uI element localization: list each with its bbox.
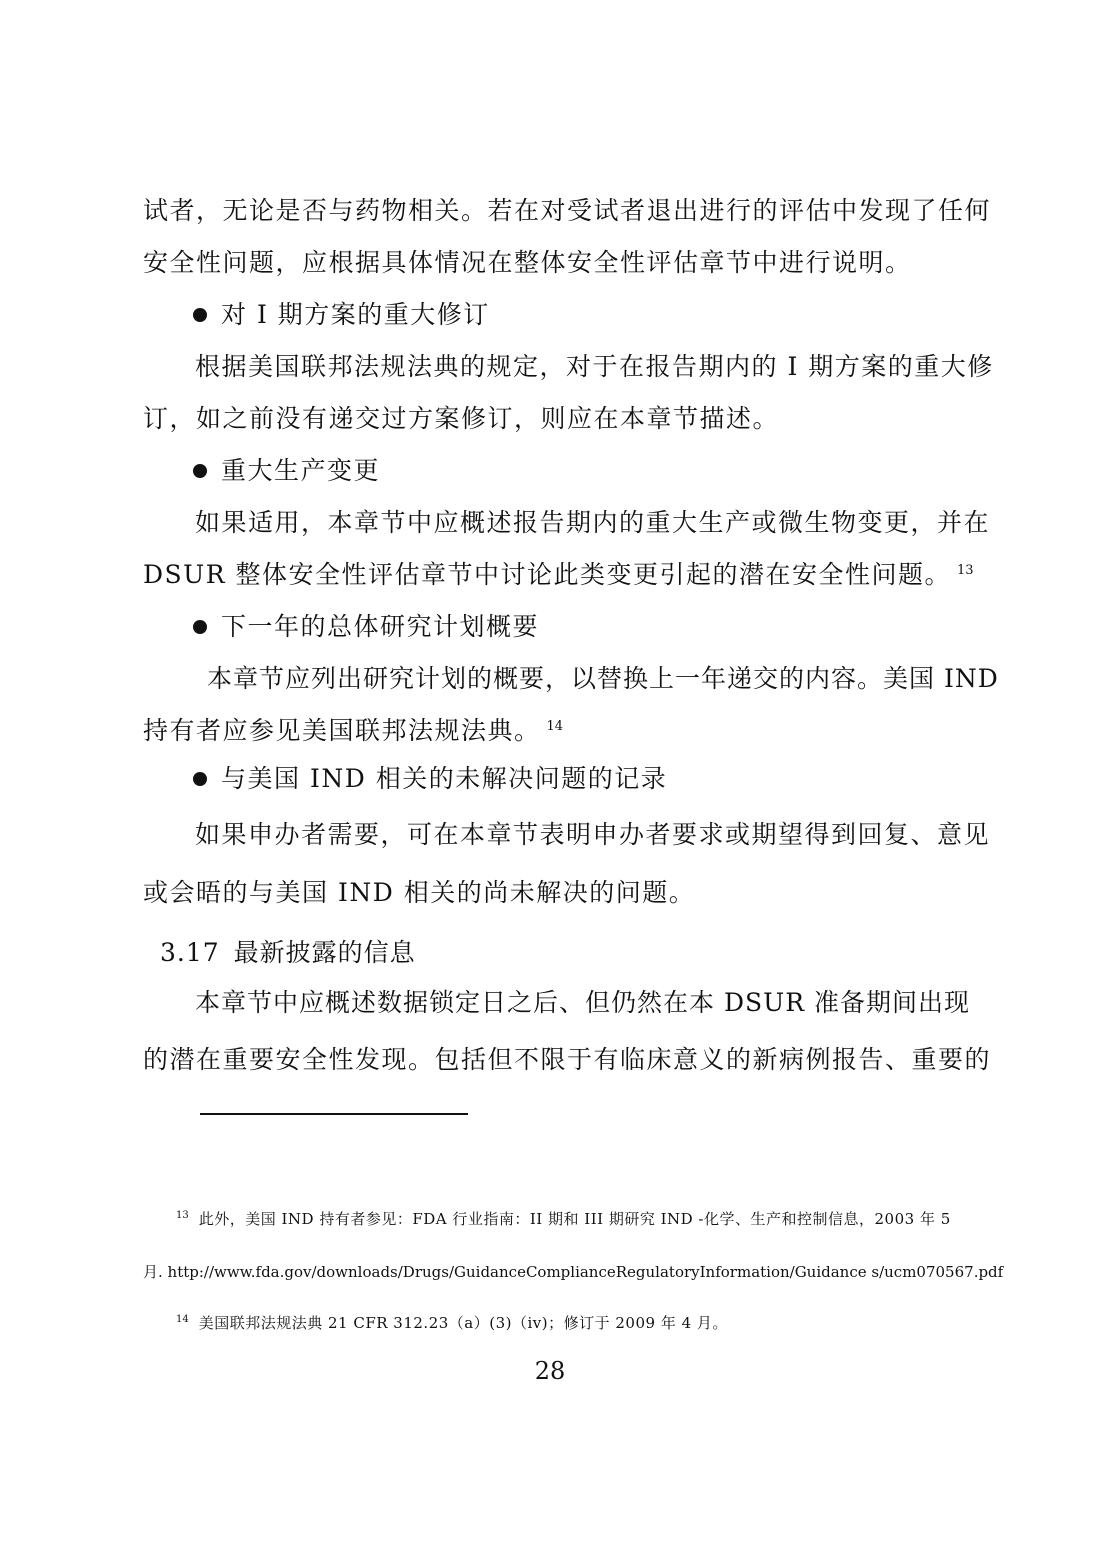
body-line: 试者，无论是否与药物相关。若在对受试者退出进行的评估中发现了任何 <box>143 196 992 225</box>
bullet-text: 下一年的总体研究计划概要 <box>221 612 540 641</box>
bullet-text: 对 I 期方案的重大修订 <box>221 300 490 329</box>
body-text: 持有者应参见美国联邦法规法典。 <box>143 716 541 745</box>
section-number: 3.17 <box>160 938 220 967</box>
bullet-item <box>193 298 490 332</box>
bullet-item <box>193 610 539 644</box>
body-line: 订，如之前没有递交过方案修订，则应在本章节描述。 <box>143 404 780 433</box>
footnote-mark: 14 <box>176 1314 189 1325</box>
bullet-text: 重大生产变更 <box>221 456 381 485</box>
footnote-divider <box>200 1113 468 1115</box>
footnote <box>176 1208 951 1230</box>
body-line: 安全性问题，应根据具体情况在整体安全性评估章节中进行说明。 <box>143 248 912 277</box>
body-line: 本章节应列出研究计划的概要，以替换上一年递交的内容。美国 IND <box>207 664 999 693</box>
footnote <box>176 1312 728 1334</box>
body-text: DSUR 整体安全性评估章节中讨论此类变更引起的潜在安全性问题。 <box>143 560 952 589</box>
body-line: 如果申办者需要，可在本章节表明申办者要求或期望得到回复、意见 <box>195 820 991 849</box>
body-line: 根据美国联邦法规法典的规定，对于在报告期内的 I 期方案的重大修 <box>195 352 994 381</box>
bullet-text: 与美国 IND 相关的未解决问题的记录 <box>221 764 668 793</box>
body-line <box>143 558 974 592</box>
body-line <box>143 714 963 748</box>
section-heading <box>160 936 416 970</box>
footnote-text: 美国联邦法规法典 21 CFR 312.23（a）(3)（iv)；修订于 2009 年 4 月。 <box>198 1314 728 1332</box>
bullet-item <box>193 762 667 796</box>
body-line: 或会晤的与美国 IND 相关的尚未解决的问题。 <box>143 878 696 907</box>
footnote-ref[interactable]: 14 <box>546 719 564 734</box>
section-title: 最新披露的信息 <box>233 938 416 967</box>
footnote-ref[interactable]: 13 <box>957 563 974 578</box>
bullet-icon <box>193 772 207 786</box>
page-number: 28 <box>534 1357 566 1385</box>
body-line: 如果适用，本章节中应概述报告期内的重大生产或微生物变更，并在 <box>195 508 991 537</box>
footnote-continuation[interactable]: 月. http://www.fda.gov/downloads/Drugs/GuidanceComplianceRegulatoryInformation/Guidance s/ucm070567.pdf <box>143 1263 1004 1281</box>
body-line: 的潜在重要安全性发现。包括但不限于有临床意义的新病例报告、重要的 <box>143 1045 992 1074</box>
bullet-item <box>193 454 380 488</box>
footnote-mark: 13 <box>176 1210 189 1221</box>
footnote-text: 此外，美国 IND 持有者参见：FDA 行业指南：II 期和 III 期研究 IND -化学、生产和控制信息，2003 年 5 <box>198 1210 951 1228</box>
bullet-icon <box>193 620 207 634</box>
bullet-icon <box>193 308 207 322</box>
body-line: 本章节中应概述数据锁定日之后、但仍然在本 DSUR 准备期间出现 <box>195 988 970 1017</box>
bullet-icon <box>193 464 207 478</box>
